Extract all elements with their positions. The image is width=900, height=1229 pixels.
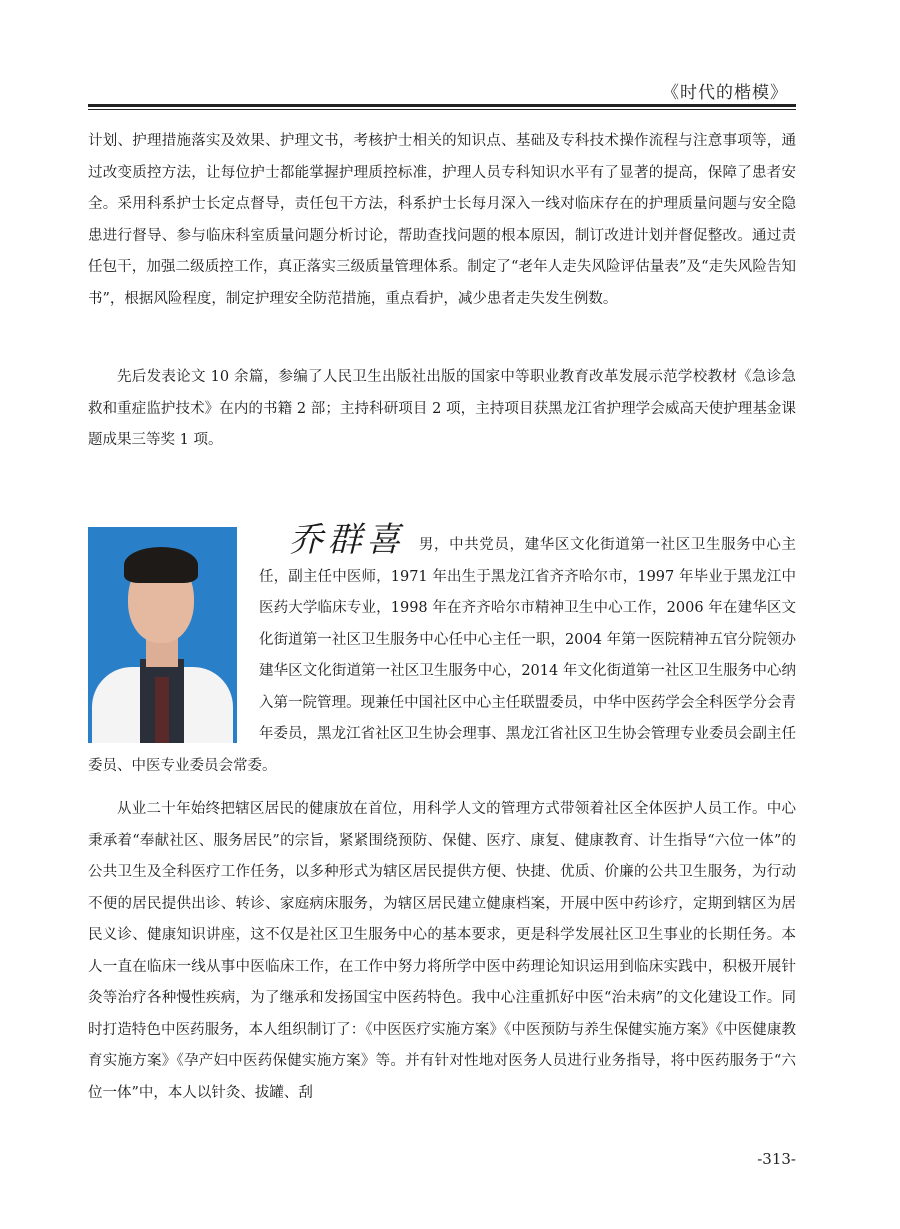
portrait-photo (88, 527, 237, 743)
header-rule (88, 104, 796, 107)
bio-text: 男，中共党员，建华区文化街道第一社区卫生服务中心主任，副主任中医师，1971 年出生于黑龙江省齐齐哈尔市，1997 年毕业于黑龙江中医药大学临床专业，1998 年在齐齐哈尔市精神卫生中心工作，2006 年在建华区文化街道第一社区卫生服务中心任中心主任一职，2004 年第一医院精神五官分院领办建华区文化街道第一社区卫生服务中心，2014 年文化街道第一社区卫生服务中心纳入第一院管理。现兼任中国社区中心主任联盟委员，中华中医药学会全科医学分会青年委员，黑龙江省社区卫生协会理事、黑龙江省社区卫生协会管理专业委员会副主任委员、中医专业委员会常委。 (88, 537, 797, 774)
header-title: 《时代的楷模》 (662, 83, 788, 103)
photo-tie (155, 677, 169, 743)
bio-block (88, 520, 797, 782)
header-rule-thin (88, 109, 796, 110)
page-number: -313- (757, 1150, 796, 1168)
body-paragraph-1: 计划、护理措施落实及效果、护理文书，考核护士相关的知识点、基础及专科技术操作流程与注意事项等，通过改变质控方法，让每位护士都能掌握护理质控标准，护理人员专科知识水平有了显著的提高，保障了患者安全。采用科系护士长定点督导，责任包干方法，科系护士长每月深入一线对临床存在的护理质量问题与安全隐患进行督导、参与临床科室质量问题分析讨论，帮助查找问题的根本原因，制订改进计划并督促整改。通过责任包干，加强二级质控工作，真正落实三级质量管理体系。制定了“老年人走失风险评估量表”及“走失风险告知书”，根据风险程度，制定护理安全防范措施，重点看护，减少患者走失发生例数。 (88, 133, 796, 307)
body-paragraph-2: 先后发表论文 10 余篇，参编了人民卫生出版社出版的国家中等职业教育改革发展示范学校教材《急诊急救和重症监护技术》在内的书籍 2 部；主持科研项目 2 项，主持项目获黑龙江省护理学会威高天使护理基金课题成果三等奖 1 项。 (88, 369, 796, 448)
body-paragraph-3: 从业二十年始终把辖区居民的健康放在首位，用科学人文的管理方式带领着社区全体医护人员工作。中心秉承着“奉献社区、服务居民”的宗旨，紧紧围绕预防、保健、医疗、康复、健康教育、计生指导“六位一体”的公共卫生及全科医疗工作任务，以多种形式为辖区居民提供方便、快捷、优质、价廉的公共卫生服务，为行动不便的居民提供出诊、转诊、家庭病床服务，为辖区居民建立健康档案，开展中医中药诊疗，定期到辖区为居民义诊、健康知识讲座，这不仅是社区卫生服务中心的基本要求，更是科学发展社区卫生事业的长期任务。本人一直在临床一线从事中医临床工作，在工作中努力将所学中医中药理论知识运用到临床实践中，积极开展针灸等治疗各种慢性疾病，为了继承和发扬国宝中医药特色。我中心注重抓好中医“治未病”的文化建设工作。同时打造特色中医药服务，本人组织制订了：《中医医疗实施方案》《中医预防与养生保健实施方案》《中医健康教育实施方案》《孕产妇中医药保健实施方案》等。并有针对性地对医务人员进行业务指导，将中医药服务于“六位一体”中，本人以针灸、拔罐、刮 (88, 801, 796, 1101)
photo-hair (124, 547, 198, 583)
bio-name: 乔群喜 (289, 520, 405, 560)
